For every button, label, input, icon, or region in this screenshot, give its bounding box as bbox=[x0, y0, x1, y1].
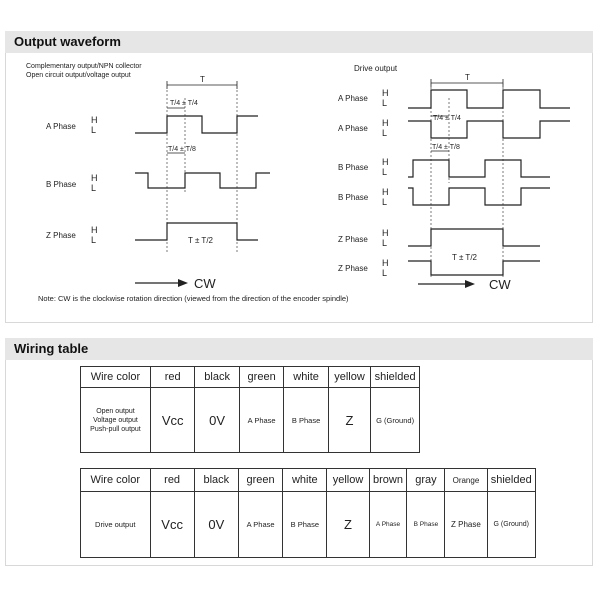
right-a-inv-low: L bbox=[382, 128, 388, 138]
right-b-inv-high: H bbox=[382, 187, 389, 197]
left-a-low: L bbox=[91, 125, 97, 135]
wiring-table-2 bbox=[80, 468, 536, 558]
right-b-high: H bbox=[382, 157, 389, 167]
wiring-table-title: Wiring table bbox=[14, 341, 89, 356]
value-cell: A Phase bbox=[369, 492, 407, 558]
header-cell: red bbox=[150, 469, 194, 492]
value-cell: A Phase bbox=[238, 492, 282, 558]
wiring-table-header bbox=[5, 338, 593, 360]
value-cell: B Phase bbox=[283, 492, 327, 558]
value-cell: B Phase bbox=[407, 492, 445, 558]
right-cw-arrow bbox=[418, 280, 475, 288]
right-z-inv-wave bbox=[408, 261, 540, 275]
right-title: Drive output bbox=[354, 64, 398, 73]
left-period-label: T bbox=[200, 75, 205, 84]
header-cell: black bbox=[195, 367, 239, 388]
right-eighth-label: T/4 ± T/8 bbox=[432, 144, 460, 151]
rotation-note: Note: CW is the clockwise rotation direction (viewed from the direction of the encoder spindle) bbox=[38, 294, 349, 303]
row-label-cell: Drive output bbox=[81, 492, 151, 558]
right-z-inv-low: L bbox=[382, 268, 388, 278]
table-row bbox=[81, 492, 536, 558]
value-cell: Z bbox=[328, 388, 370, 453]
header-cell: green bbox=[239, 367, 283, 388]
table-row bbox=[81, 367, 420, 388]
left-period-marker bbox=[167, 75, 237, 89]
right-quarter-label: T/4 ± T/4 bbox=[433, 115, 461, 122]
right-a-phase-label: A Phase bbox=[338, 94, 368, 103]
value-cell: Z bbox=[327, 492, 369, 558]
right-b-inv-wave bbox=[408, 188, 550, 205]
left-b-phase-label: B Phase bbox=[46, 180, 77, 189]
table-row bbox=[81, 388, 420, 453]
right-period-label: T bbox=[465, 73, 470, 82]
left-half-label: T ± T/2 bbox=[188, 236, 213, 245]
right-z-phase-label: Z Phase bbox=[338, 235, 368, 244]
left-eighth-label: T/4 ± T/8 bbox=[168, 146, 196, 153]
right-a-inv-phase-label: A Phase bbox=[338, 124, 368, 133]
table-row bbox=[81, 469, 536, 492]
right-b-wave bbox=[408, 160, 550, 177]
right-a-inv-high: H bbox=[382, 118, 389, 128]
wiring-table-1 bbox=[80, 366, 420, 453]
header-cell: gray bbox=[407, 469, 445, 492]
header-cell: brown bbox=[369, 469, 407, 492]
header-cell: red bbox=[150, 367, 194, 388]
header-cell: Wire color bbox=[81, 469, 151, 492]
row-label-line: Push-pull output bbox=[90, 425, 141, 433]
left-z-low: L bbox=[91, 235, 97, 245]
header-cell: black bbox=[194, 469, 238, 492]
left-eighth-marker bbox=[167, 146, 196, 153]
value-cell: Vcc bbox=[150, 492, 194, 558]
right-a-low: L bbox=[382, 98, 388, 108]
left-a-wave bbox=[135, 116, 258, 133]
left-quarter-label: T/4 ± T/4 bbox=[170, 100, 198, 107]
header-cell: shielded bbox=[487, 469, 536, 492]
header-cell: yellow bbox=[328, 367, 370, 388]
value-cell: G (Ground) bbox=[371, 388, 420, 453]
left-a-high: H bbox=[91, 115, 98, 125]
left-b-low: L bbox=[91, 183, 97, 193]
left-b-high: H bbox=[91, 173, 98, 183]
right-z-high: H bbox=[382, 228, 389, 238]
left-note-line1: Complementary output/NPN collector bbox=[26, 63, 142, 70]
value-cell: Vcc bbox=[150, 388, 194, 453]
left-cw-label: CW bbox=[194, 276, 216, 291]
right-z-low: L bbox=[382, 238, 388, 248]
right-b-inv-phase-label: B Phase bbox=[338, 193, 369, 202]
right-b-low: L bbox=[382, 167, 388, 177]
value-cell: 0V bbox=[195, 388, 239, 453]
right-cw-label: CW bbox=[489, 277, 511, 292]
left-z-high: H bbox=[91, 225, 98, 235]
right-half-label: T ± T/2 bbox=[452, 253, 477, 262]
value-cell: Z Phase bbox=[445, 492, 487, 558]
header-cell: white bbox=[284, 367, 328, 388]
left-quarter-marker bbox=[167, 100, 198, 108]
right-z-inv-phase-label: Z Phase bbox=[338, 264, 368, 273]
header-cell: yellow bbox=[327, 469, 369, 492]
left-note-line2: Open circuit output/voltage output bbox=[26, 72, 131, 79]
header-cell: white bbox=[283, 469, 327, 492]
right-z-wave bbox=[408, 229, 540, 246]
right-eighth-marker bbox=[431, 144, 460, 151]
header-cell: green bbox=[238, 469, 282, 492]
right-a-wave bbox=[408, 90, 570, 108]
right-a-inv-wave bbox=[408, 121, 570, 138]
waveform-diagram bbox=[0, 53, 600, 333]
value-cell: 0V bbox=[194, 492, 238, 558]
right-period-marker bbox=[431, 73, 503, 87]
right-b-phase-label: B Phase bbox=[338, 163, 369, 172]
right-b-inv-low: L bbox=[382, 197, 388, 207]
output-waveform-header bbox=[5, 31, 593, 53]
left-cw-arrow bbox=[135, 279, 188, 287]
header-cell: Wire color bbox=[81, 367, 151, 388]
value-cell: B Phase bbox=[284, 388, 328, 453]
output-waveform-title: Output waveform bbox=[14, 34, 121, 49]
left-a-phase-label: A Phase bbox=[46, 122, 76, 131]
header-cell: shielded bbox=[371, 367, 420, 388]
right-a-high: H bbox=[382, 88, 389, 98]
row-label-line: Open output bbox=[96, 407, 135, 415]
right-quarter-marker bbox=[431, 115, 461, 122]
row-label-line: Voltage output bbox=[93, 416, 138, 424]
header-cell: Orange bbox=[445, 469, 487, 492]
left-b-wave bbox=[135, 173, 270, 188]
left-z-phase-label: Z Phase bbox=[46, 231, 76, 240]
right-z-inv-high: H bbox=[382, 258, 389, 268]
value-cell: A Phase bbox=[239, 388, 283, 453]
value-cell: G (Ground) bbox=[487, 492, 536, 558]
row-label-cell bbox=[81, 388, 151, 453]
